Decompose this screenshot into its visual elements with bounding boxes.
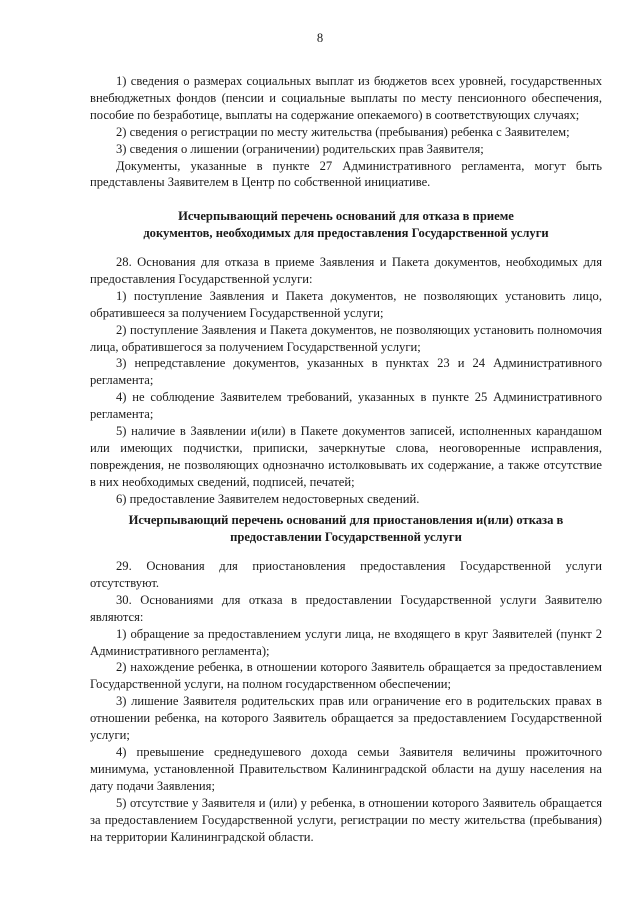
- section-documents-list: [90, 73, 602, 191]
- paragraph: 3) сведения о лишении (ограничении) родительских прав Заявителя;: [116, 141, 484, 156]
- paragraph: 3) непредставление документов, указанных в пунктах 23 и 24 Административного регламента;: [90, 356, 602, 388]
- paragraph: 6) предоставление Заявителем недостоверных сведений.: [116, 491, 420, 506]
- paragraph: 1) обращение за предоставлением услуги лица, не входящего в круг Заявителей (пункт 2 Административного регламента);: [90, 626, 602, 658]
- paragraph: Документы, указанные в пункте 27 Административного регламента, могут быть представлены Заявителем в Центр по собственной инициативе.: [90, 158, 602, 190]
- heading-line: Исчерпывающий перечень оснований для отказа в приеме: [178, 209, 514, 223]
- heading-refusal-reception: [90, 208, 602, 242]
- paragraph: 3) лишение Заявителя родительских прав или ограничение его в родительских правах в отношении ребенка, на которого Заявитель обращается за предоставлением Государственной услуги;: [90, 694, 602, 743]
- heading-line: документов, необходимых для предоставления Государственной услуги: [143, 225, 549, 240]
- paragraph: 30. Основаниями для отказа в предоставлении Государственной услуги Заявителю являются:: [90, 592, 602, 624]
- paragraph: 1) поступление Заявления и Пакета документов, не позволяющих установить лицо, обратившееся за получением Государственной услуги;: [90, 288, 602, 320]
- paragraph: 2) сведения о регистрации по месту жительства (пребывания) ребенка с Заявителем;: [116, 124, 570, 139]
- paragraph: 4) не соблюдение Заявителем требований, указанных в пункте 25 Административного регламента;: [90, 390, 602, 422]
- paragraph: 2) нахождение ребенка, в отношении которого Заявитель обращается за предоставлением Государственной услуги, на полном государственном обеспечении;: [90, 660, 602, 692]
- paragraph: 28. Основания для отказа в приеме Заявления и Пакета документов, необходимых для предоставления Государственной услуги:: [90, 255, 602, 286]
- paragraph: 5) наличие в Заявлении и(или) в Пакете документов записей, исполненных карандашом или имеющих подчистки, приписки, зачеркнутые слова, неоговоренные исправления, повреждения, не позволяющих однозначно истолковывать их содержание, а также отсутствие в них необходимых сведений, подписей, печатей;: [90, 424, 602, 489]
- section-suspension-refusal: [90, 558, 602, 845]
- paragraph: 2) поступление Заявления и Пакета документов, не позволяющих установить полномочия лица, обратившегося за получением Государственной услуги;: [90, 322, 602, 354]
- heading-line: Исчерпывающий перечень оснований для приостановления и(или) отказа в предоставлении Государственной услуги: [128, 513, 564, 544]
- paragraph: 29. Основания для приостановления предоставления Государственной услуги отсутствуют.: [90, 559, 602, 590]
- paragraph: 5) отсутствие у Заявителя и (или) у ребенка, в отношении которого Заявитель обращается за предоставлением Государственной услуги, регистрации по месту жительства (пребывания) на территории Калининградской области.: [90, 795, 602, 844]
- paragraph: 1) сведения о размерах социальных выплат из бюджетов всех уровней, государственных внебюджетных фондов (пенсии и социальные выплаты по месту пенсионного обеспечения, пособие по безработице, выплаты на содержание опекаемого) в соответствующих случаях;: [90, 74, 602, 122]
- section-refusal-reception: [90, 254, 602, 508]
- page-number: 8: [316, 31, 324, 45]
- heading-suspension-refusal: [90, 512, 602, 546]
- paragraph: 4) превышение среднедушевого дохода семьи Заявителя величины прожиточного минимума, установленной Правительством Калининградской области на душу населения на дату подачи Заявления;: [90, 744, 602, 793]
